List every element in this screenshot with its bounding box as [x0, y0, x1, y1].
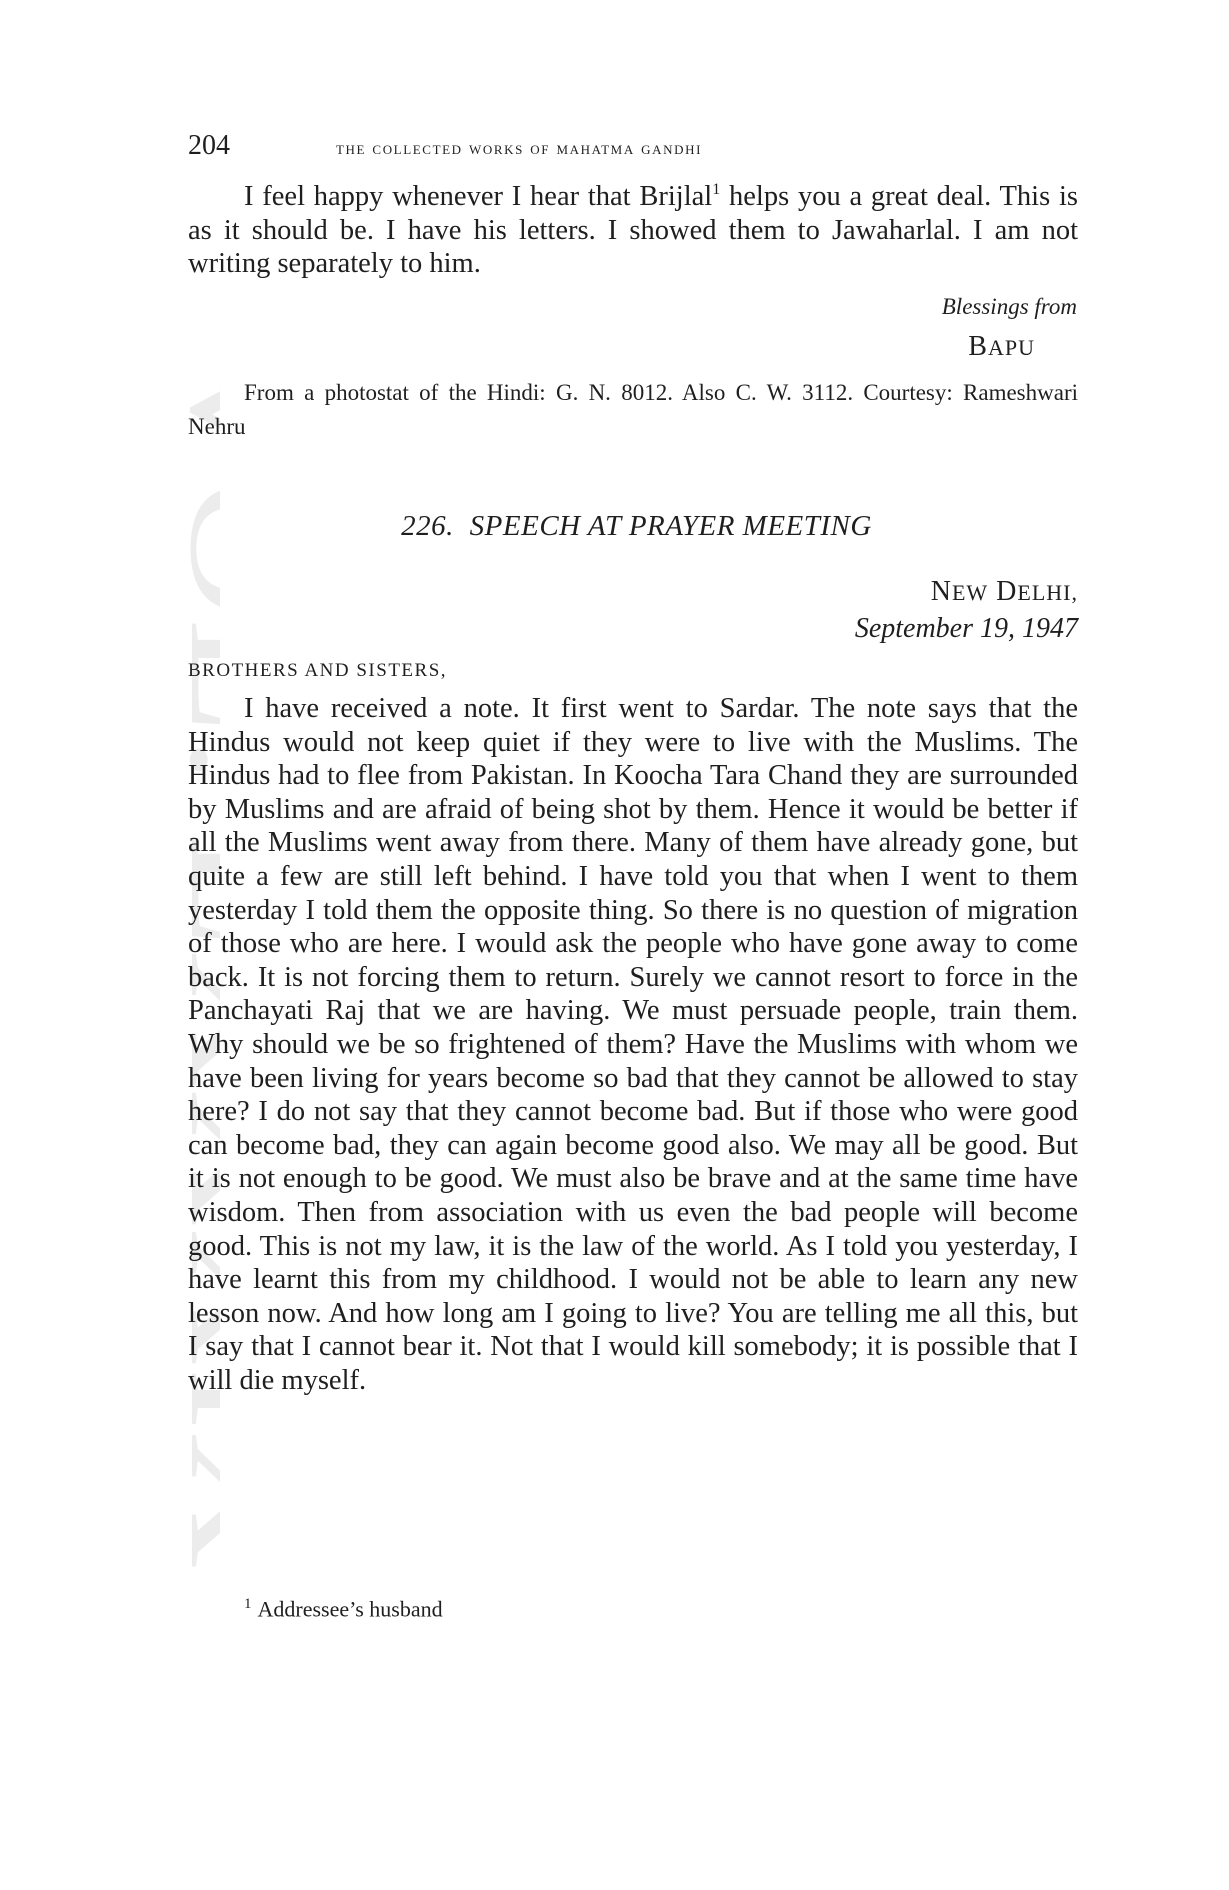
signature: [942, 331, 1035, 363]
place-date: [855, 574, 1078, 647]
letter-text-part-2: helps you a great deal. This is as it should be. I have his letters. I showed them to Jawaharlal. I am not writing separately to him.: [188, 181, 1078, 280]
footnote-marker: 1: [244, 1596, 252, 1612]
place-word1-initial: N: [930, 576, 952, 607]
running-title: the collected works of mahatma gandhi: [336, 138, 703, 159]
source-note: From a photostat of the Hindi: G. N. 8012. Also C. W. 3112. Courtesy: Rameshwari Nehru: [188, 380, 1078, 439]
speech-paragraph: I have received a note. It first went to Sardar. The note says that the Hindus would not keep quiet if they were to live with the Muslims. The Hindus had to flee from Pakistan. In Koocha Tara Chand they are surrounded by Muslims and are afraid of being shot by them. Hence it would be better if all the Muslims went away from there. Many of them have already gone, but quite a few are still left behind. I have told you that when I went to them yesterday I told them the opposite thing. So there is no question of migration of those who are here. I would ask the people who have gone away to come back. It is not forcing them to return. Surely we cannot resort to force in the Panchayati Raj that we are having. We must persuade people, train them. Why should we be so frightened of them? Have the Muslims with whom we have been living for years become so bad that they cannot be allowed to stay here? I do not say that they cannot become bad. But if those who were good can become bad, they can again become good also. We may all be good. But it is not enough to be good. We must also be brave and at the same time have wisdom. Then from association with us even the bad people will become good. This is not my law, it is the law of the world. As I told you yesterday, I have learnt this from my childhood. I would not be able to learn any new lesson now. And how long am I going to live? You are telling me all this, but I say that I cannot bear it. Not that I would kill somebody; it is possible that I will die myself.: [188, 693, 1078, 1396]
place-word1-rest: EW: [951, 580, 989, 605]
salutation: BROTHERS AND SISTERS,: [188, 660, 448, 681]
page-number: 204: [188, 130, 230, 161]
section-heading: [0, 510, 1229, 543]
letter-paragraph: [188, 180, 1078, 281]
place-word2-rest: ELHI,: [1017, 580, 1078, 605]
footnote-text: Addressee’s husband: [257, 1596, 443, 1622]
signature-initial: B: [968, 331, 988, 362]
section-number: 226.: [401, 510, 454, 542]
letter-text-part-1: I feel happy whenever I hear that Brijlal: [244, 181, 713, 212]
place-word2-initial: D: [996, 576, 1018, 607]
closing-line: Blessings from: [941, 294, 1077, 319]
letter-signoff: [942, 291, 1077, 363]
page-header: [188, 130, 1078, 170]
place: [855, 574, 1078, 611]
footnote-reference: 1: [712, 181, 721, 198]
footnote: [244, 1596, 443, 1622]
date: September 19, 1947: [854, 613, 1078, 644]
section-title: SPEECH AT PRAYER MEETING: [469, 510, 872, 542]
signature-rest: APU: [987, 335, 1035, 360]
watermark-text: VOL. LXXXIX: [159, 340, 220, 1299]
